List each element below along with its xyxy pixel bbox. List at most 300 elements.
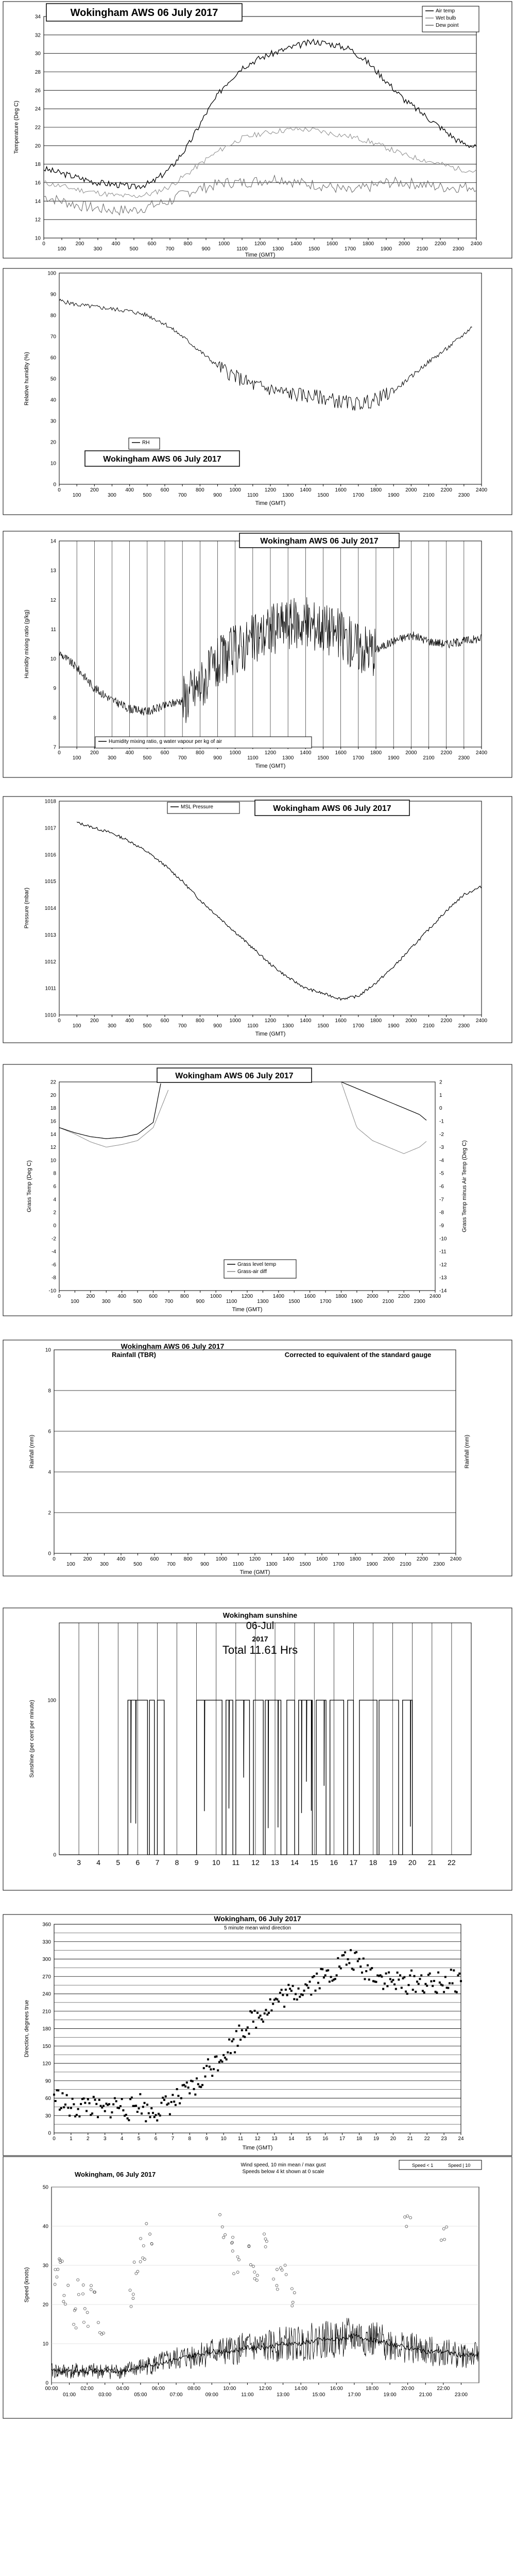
x-axis-title: Time (GMT) [242, 2145, 273, 2151]
direction-point [285, 1989, 287, 1991]
direction-point [197, 2083, 199, 2085]
y2-axis-title: Grass Temp minus Air Temp (Deg C) [461, 1140, 468, 1232]
wdir-subtitle: 5 minute mean wind direction [224, 1925, 291, 1931]
plot-area [54, 1350, 456, 1553]
direction-point [61, 2092, 63, 2094]
direction-point [254, 2010, 256, 2012]
direction-point [221, 2061, 223, 2063]
y-tick-label: 8 [53, 715, 56, 721]
x-tick-label: 1300 [282, 755, 294, 761]
x-tick-label: 2200 [440, 750, 452, 756]
wspd-title: Wokingham, 06 July 2017 [75, 2171, 156, 2178]
x-tick-label: 0 [53, 1556, 56, 1562]
direction-point [375, 1981, 377, 1983]
direction-point [353, 1969, 355, 1971]
x-tick-label: 1900 [366, 1562, 378, 1567]
x-tick-label: 2400 [470, 241, 483, 247]
y-tick-label: 60 [50, 355, 56, 361]
x-tick-label: 16:00 [330, 2386, 343, 2392]
x-tick-label: 18:00 [365, 2386, 379, 2392]
x-tick-label: 21 [428, 1858, 436, 1867]
pressure-chart [3, 796, 512, 1043]
direction-point [265, 2009, 267, 2011]
x-tick-label: 15 [305, 2136, 312, 2142]
x-tick-label: 2100 [400, 1562, 411, 1567]
x-tick-label: 00:00 [45, 2386, 58, 2392]
y-tick-label: 30 [45, 2113, 51, 2119]
relative-humidity-chart [3, 268, 512, 515]
x-tick-label: 6 [154, 2136, 158, 2142]
direction-point [386, 1985, 388, 1987]
x-tick-label: 1000 [229, 1018, 241, 1024]
x-tick-label: 2300 [458, 755, 470, 761]
x-tick-label: 16 [322, 2136, 329, 2142]
x-tick-label: 500 [133, 1299, 142, 1304]
legend-label: Grass-air diff [237, 1269, 267, 1275]
direction-point [306, 1984, 308, 1986]
direction-point [153, 2116, 156, 2118]
direction-point [180, 2097, 182, 2099]
direction-point [323, 1976, 325, 1978]
x-tick-label: 16 [330, 1858, 338, 1867]
x-tick-label: 8 [188, 2136, 192, 2142]
direction-point [83, 2097, 85, 2099]
x-tick-label: 19 [388, 1858, 397, 1867]
x-tick-label: 12 [254, 2136, 261, 2142]
x-tick-label: 21:00 [419, 2392, 432, 2398]
x-tick-label: 2200 [440, 487, 452, 493]
x-tick-label: 17 [349, 1858, 358, 1867]
direction-point [128, 2119, 130, 2121]
x-tick-label: 2200 [416, 1556, 428, 1562]
y-tick-label: 40 [50, 397, 56, 403]
direction-point [108, 2103, 110, 2105]
x-tick-label: 11 [232, 1858, 240, 1867]
direction-point [413, 1975, 415, 1977]
x-tick-label: 1300 [257, 1299, 269, 1304]
direction-point [398, 1978, 400, 1980]
direction-point [176, 2088, 178, 2090]
x-tick-label: 15 [310, 1858, 319, 1867]
wdir-title: Wokingham, 06 July 2017 [214, 1914, 301, 1923]
direction-point [203, 2067, 205, 2069]
y-tick-label: 8 [53, 1171, 56, 1177]
direction-point [63, 2106, 65, 2108]
direction-point [135, 2105, 137, 2107]
x-tick-label: 5 [116, 1858, 121, 1867]
direction-point [87, 2098, 89, 2100]
x-tick-label: 2300 [433, 1562, 445, 1567]
x-tick-label: 1600 [304, 1294, 316, 1299]
x-tick-label: 500 [143, 1023, 152, 1029]
x-tick-label: 1500 [288, 1299, 300, 1304]
direction-point [67, 2107, 69, 2109]
x-tick-label: 10 [220, 2136, 227, 2142]
y-tick-label: 0 [53, 482, 56, 488]
direction-point [115, 2100, 117, 2102]
y-tick-label: 10 [50, 1158, 56, 1164]
x-tick-label: 1200 [249, 1556, 261, 1562]
x-tick-label: 300 [101, 1299, 111, 1304]
direction-point [169, 2113, 171, 2115]
x-tick-label: 23:00 [454, 2392, 468, 2398]
direction-point [389, 1978, 391, 1980]
y2-tick-label: -7 [439, 1197, 444, 1203]
direction-point [231, 2040, 233, 2042]
legend-label: Air temp [436, 8, 455, 14]
direction-point [447, 1987, 449, 1989]
direction-point [53, 2094, 55, 2096]
direction-point [77, 2108, 79, 2110]
x-tick-label: 5 [137, 2136, 141, 2142]
y-tick-label: 10 [42, 2341, 48, 2347]
x-tick-label: 1500 [317, 493, 329, 498]
x-tick-label: 100 [72, 755, 81, 761]
direction-point [295, 1993, 297, 1995]
direction-point [209, 2065, 211, 2067]
direction-point [184, 2086, 186, 2088]
direction-point [196, 2077, 198, 2079]
x-tick-label: 2400 [429, 1294, 441, 1299]
x-tick-label: 1300 [282, 1023, 294, 1029]
direction-point [281, 1989, 283, 1991]
direction-point [239, 2039, 242, 2041]
direction-point [68, 2114, 71, 2116]
x-tick-label: 0 [58, 1294, 61, 1299]
y-tick-label: 14 [50, 538, 56, 545]
direction-point [450, 1969, 452, 1971]
y-tick-label: 0 [53, 1223, 56, 1229]
direction-point [348, 1962, 350, 1964]
x-tick-label: 2400 [475, 1018, 488, 1024]
direction-point [213, 2068, 215, 2070]
direction-point [336, 1974, 338, 1976]
direction-point [205, 2065, 208, 2067]
direction-point [186, 2081, 188, 2083]
direction-point [177, 2095, 179, 2097]
y-tick-label: 60 [45, 2096, 51, 2102]
x-tick-label: 2300 [414, 1299, 425, 1304]
y-tick-label: 9 [53, 686, 56, 692]
x-tick-label: 1400 [300, 750, 312, 756]
x-tick-label: 7 [171, 2136, 175, 2142]
x-tick-label: 1900 [388, 493, 400, 498]
y-tick-label: 0 [45, 2380, 48, 2386]
y2-tick-label: -2 [439, 1131, 444, 1138]
direction-point [57, 2089, 59, 2091]
direction-point [66, 2094, 68, 2096]
direction-point [80, 2103, 82, 2105]
direction-point [258, 2016, 260, 2019]
x-tick-label: 2000 [398, 241, 410, 247]
x-tick-label: 400 [125, 1018, 134, 1024]
y-axis-title: Relative humidity (%) [24, 352, 30, 405]
x-tick-label: 1900 [388, 1023, 400, 1029]
y-tick-label: -2 [52, 1236, 56, 1242]
y-tick-label: 20 [50, 439, 56, 446]
sunshine-chart [3, 1607, 512, 1891]
x-tick-label: 05:00 [134, 2392, 147, 2398]
y-tick-label: 2 [48, 1510, 51, 1516]
direction-point [136, 2111, 139, 2113]
direction-point [308, 1981, 311, 1983]
direction-point [452, 1982, 454, 1985]
x-tick-label: 19:00 [383, 2392, 397, 2398]
x-tick-label: 2100 [416, 246, 428, 252]
direction-point [146, 2104, 148, 2106]
y-tick-label: 10 [50, 461, 56, 467]
x-tick-label: 9 [205, 2136, 209, 2142]
plot-area [59, 1082, 435, 1291]
direction-point [251, 2011, 253, 2013]
rain-subtitle: Rainfall (TBR) [112, 1351, 156, 1359]
direction-point [201, 2084, 203, 2086]
x-tick-label: 1200 [254, 241, 266, 247]
direction-point [453, 1970, 455, 1972]
y-tick-label: 12 [50, 1145, 56, 1151]
x-tick-label: 11 [237, 2136, 244, 2142]
direction-point [84, 2102, 86, 2104]
y-tick-label: 7 [53, 744, 56, 751]
wspd-subtitle: Wind speed, 10 min mean / max gust [241, 2162, 326, 2168]
direction-point [270, 2009, 272, 2011]
direction-point [406, 1993, 408, 1995]
direction-point [228, 2039, 230, 2041]
direction-point [286, 1994, 288, 1996]
direction-point [138, 2107, 140, 2109]
legend-label: MSL Pressure [181, 804, 213, 810]
y2-tick-label: -11 [439, 1249, 447, 1255]
direction-point [89, 2102, 91, 2104]
direction-point [139, 2093, 141, 2095]
x-tick-label: 23 [441, 2136, 447, 2142]
direction-point [188, 2092, 191, 2094]
direction-point [408, 1984, 410, 1986]
y-tick-label: 18 [35, 162, 41, 168]
direction-point [245, 2029, 247, 2031]
direction-point [160, 2102, 162, 2104]
x-tick-label: 12:00 [259, 2386, 272, 2392]
y-tick-label: 40 [42, 2224, 48, 2230]
x-tick-label: 07:00 [169, 2392, 183, 2398]
x-tick-label: 1400 [300, 1018, 312, 1024]
y-tick-label: 150 [42, 2043, 51, 2049]
x-axis-title: Time (GMT) [255, 500, 286, 506]
direction-point [355, 1951, 357, 1953]
direction-point [381, 1976, 383, 1978]
sun-year: 2017 [252, 1635, 268, 1643]
x-tick-label: 800 [195, 750, 204, 756]
direction-point [247, 2026, 249, 2028]
mixing-ratio-chart [3, 531, 512, 778]
direction-point [443, 1991, 445, 1993]
direction-point [433, 1980, 435, 1982]
legend-label: Wet bulb [436, 15, 456, 21]
x-tick-label: 1700 [344, 246, 356, 252]
x-tick-label: 8 [175, 1858, 179, 1867]
y-axis-title: Sunshine (per cent per minute) [29, 1700, 35, 1778]
direction-point [76, 2114, 78, 2116]
direction-point [211, 2075, 213, 2077]
direction-point [429, 1973, 431, 1975]
y-tick-label: 1011 [45, 986, 56, 992]
x-tick-label: 1700 [352, 1023, 364, 1029]
x-tick-label: 22:00 [437, 2386, 450, 2392]
direction-point [226, 2058, 228, 2060]
direction-point [114, 2097, 116, 2099]
wind-direction-chart [3, 1914, 512, 2156]
y2-tick-label: 1 [439, 1092, 442, 1098]
x-tick-label: 14 [288, 2136, 295, 2142]
direction-point [72, 2098, 74, 2100]
direction-point [142, 2106, 144, 2108]
y-axis-title: Rainfall (mm) [29, 1434, 35, 1469]
direction-point [340, 1968, 342, 1970]
legend-label: RH [142, 440, 150, 446]
x-tick-label: 10 [212, 1858, 220, 1867]
y-tick-label: 10 [50, 656, 56, 663]
direction-point [155, 2114, 157, 2116]
x-tick-label: 1400 [300, 487, 312, 493]
direction-point [262, 2021, 264, 2023]
y2-tick-label: -6 [439, 1184, 444, 1190]
direction-point [264, 2012, 266, 2014]
x-tick-label: 13:00 [277, 2392, 290, 2398]
x-tick-label: 2000 [367, 1294, 379, 1299]
mix-title: Wokingham AWS 06 July 2017 [260, 536, 379, 546]
direction-point [85, 2110, 88, 2112]
y2-axis-title: Rainfall (mm) [464, 1434, 470, 1469]
x-tick-label: 4 [96, 1858, 101, 1867]
direction-point [252, 2021, 254, 2023]
direction-point [310, 1994, 312, 1996]
direction-point [426, 1985, 428, 1987]
x-tick-label: 1400 [290, 241, 302, 247]
direction-point [334, 1978, 336, 1980]
direction-point [289, 1988, 291, 1990]
direction-point [259, 2014, 261, 2016]
x-tick-label: 700 [164, 1299, 174, 1304]
wspd-subtitle2: Speeds below 4 kt shown at 0 scale [242, 2169, 324, 2175]
x-tick-label: 6 [135, 1858, 140, 1867]
x-tick-label: 20 [408, 1858, 417, 1867]
x-tick-label: 400 [111, 241, 121, 247]
direction-point [324, 1974, 327, 1976]
y2-tick-label: -9 [439, 1223, 444, 1229]
direction-point [255, 2027, 257, 2029]
legend-label: Speed < 1 [412, 2163, 434, 2168]
direction-point [200, 2086, 202, 2088]
x-tick-label: 900 [213, 493, 222, 498]
x-axis-title: Time (GMT) [232, 1307, 263, 1313]
direction-point [121, 2098, 123, 2100]
x-tick-label: 300 [93, 246, 102, 252]
x-tick-label: 1200 [264, 1018, 277, 1024]
x-tick-label: 0 [58, 487, 61, 493]
x-tick-label: 1600 [335, 1018, 347, 1024]
direction-point [272, 2003, 274, 2005]
y-tick-label: 16 [50, 1118, 56, 1125]
x-tick-label: 15:00 [312, 2392, 325, 2398]
x-tick-label: 200 [86, 1294, 95, 1299]
x-tick-label: 3 [77, 1858, 81, 1867]
y-tick-label: 32 [35, 32, 41, 39]
press-title: Wokingham AWS 06 July 2017 [273, 804, 391, 813]
direction-point [175, 2104, 177, 2106]
x-tick-label: 100 [72, 493, 81, 498]
direction-point [403, 1976, 405, 1978]
x-tick-label: 01:00 [63, 2392, 76, 2398]
direction-point [314, 1990, 316, 1992]
y-tick-label: 10 [45, 1347, 51, 1353]
x-tick-label: 22 [424, 2136, 430, 2142]
x-tick-label: 2300 [452, 246, 465, 252]
x-tick-label: 2200 [398, 1294, 410, 1299]
direction-point [397, 1972, 399, 1974]
x-tick-label: 400 [125, 487, 134, 493]
x-tick-label: 800 [195, 487, 204, 493]
x-tick-label: 1900 [351, 1299, 363, 1304]
x-tick-label: 1100 [247, 755, 259, 761]
x-tick-label: 4 [120, 2136, 124, 2142]
x-tick-label: 0 [58, 750, 61, 756]
x-tick-label: 24 [458, 2136, 464, 2142]
direction-point [316, 1973, 318, 1975]
direction-point [415, 1991, 417, 1993]
direction-point [346, 1963, 348, 1965]
direction-point [420, 1974, 422, 1976]
x-tick-label: 1300 [266, 1562, 278, 1567]
direction-point [456, 1991, 458, 1993]
x-tick-label: 1000 [218, 241, 230, 247]
y-tick-label: 30 [50, 418, 56, 425]
direction-point [78, 2115, 80, 2117]
direction-point [70, 2107, 72, 2109]
y-tick-label: 2 [53, 1210, 56, 1216]
direction-point [171, 2094, 174, 2096]
grass-title: Wokingham AWS 06 July 2017 [175, 1071, 294, 1080]
direction-point [238, 2025, 240, 2027]
x-tick-label: 2 [87, 2136, 90, 2142]
x-tick-label: 1000 [215, 1556, 228, 1562]
y-tick-label: 18 [50, 1106, 56, 1112]
direction-point [287, 1984, 289, 1986]
x-tick-label: 2400 [475, 487, 488, 493]
x-tick-label: 1800 [370, 750, 382, 756]
legend-label: Dew point [436, 23, 459, 28]
y2-tick-label: -8 [439, 1210, 444, 1216]
y-tick-label: 4 [53, 1197, 56, 1203]
direction-point [410, 1970, 413, 1972]
direction-point [350, 1949, 352, 1951]
x-tick-label: 12 [251, 1858, 260, 1867]
y-tick-label: 330 [42, 1939, 51, 1945]
x-tick-label: 2000 [405, 1018, 417, 1024]
x-axis-title: Time (GMT) [239, 1569, 270, 1575]
direction-point [73, 2103, 75, 2105]
x-tick-label: 22 [448, 1858, 456, 1867]
direction-point [307, 1987, 310, 1989]
y-tick-label: 20 [35, 143, 41, 149]
direction-point [393, 1984, 396, 1986]
direction-point [232, 2038, 234, 2040]
direction-point [321, 1968, 323, 1970]
x-tick-label: 1100 [247, 493, 259, 498]
direction-point [268, 2012, 270, 2014]
y-tick-label: 13 [50, 568, 56, 574]
rainfall-chart [3, 1340, 512, 1577]
direction-point [269, 1998, 271, 2001]
